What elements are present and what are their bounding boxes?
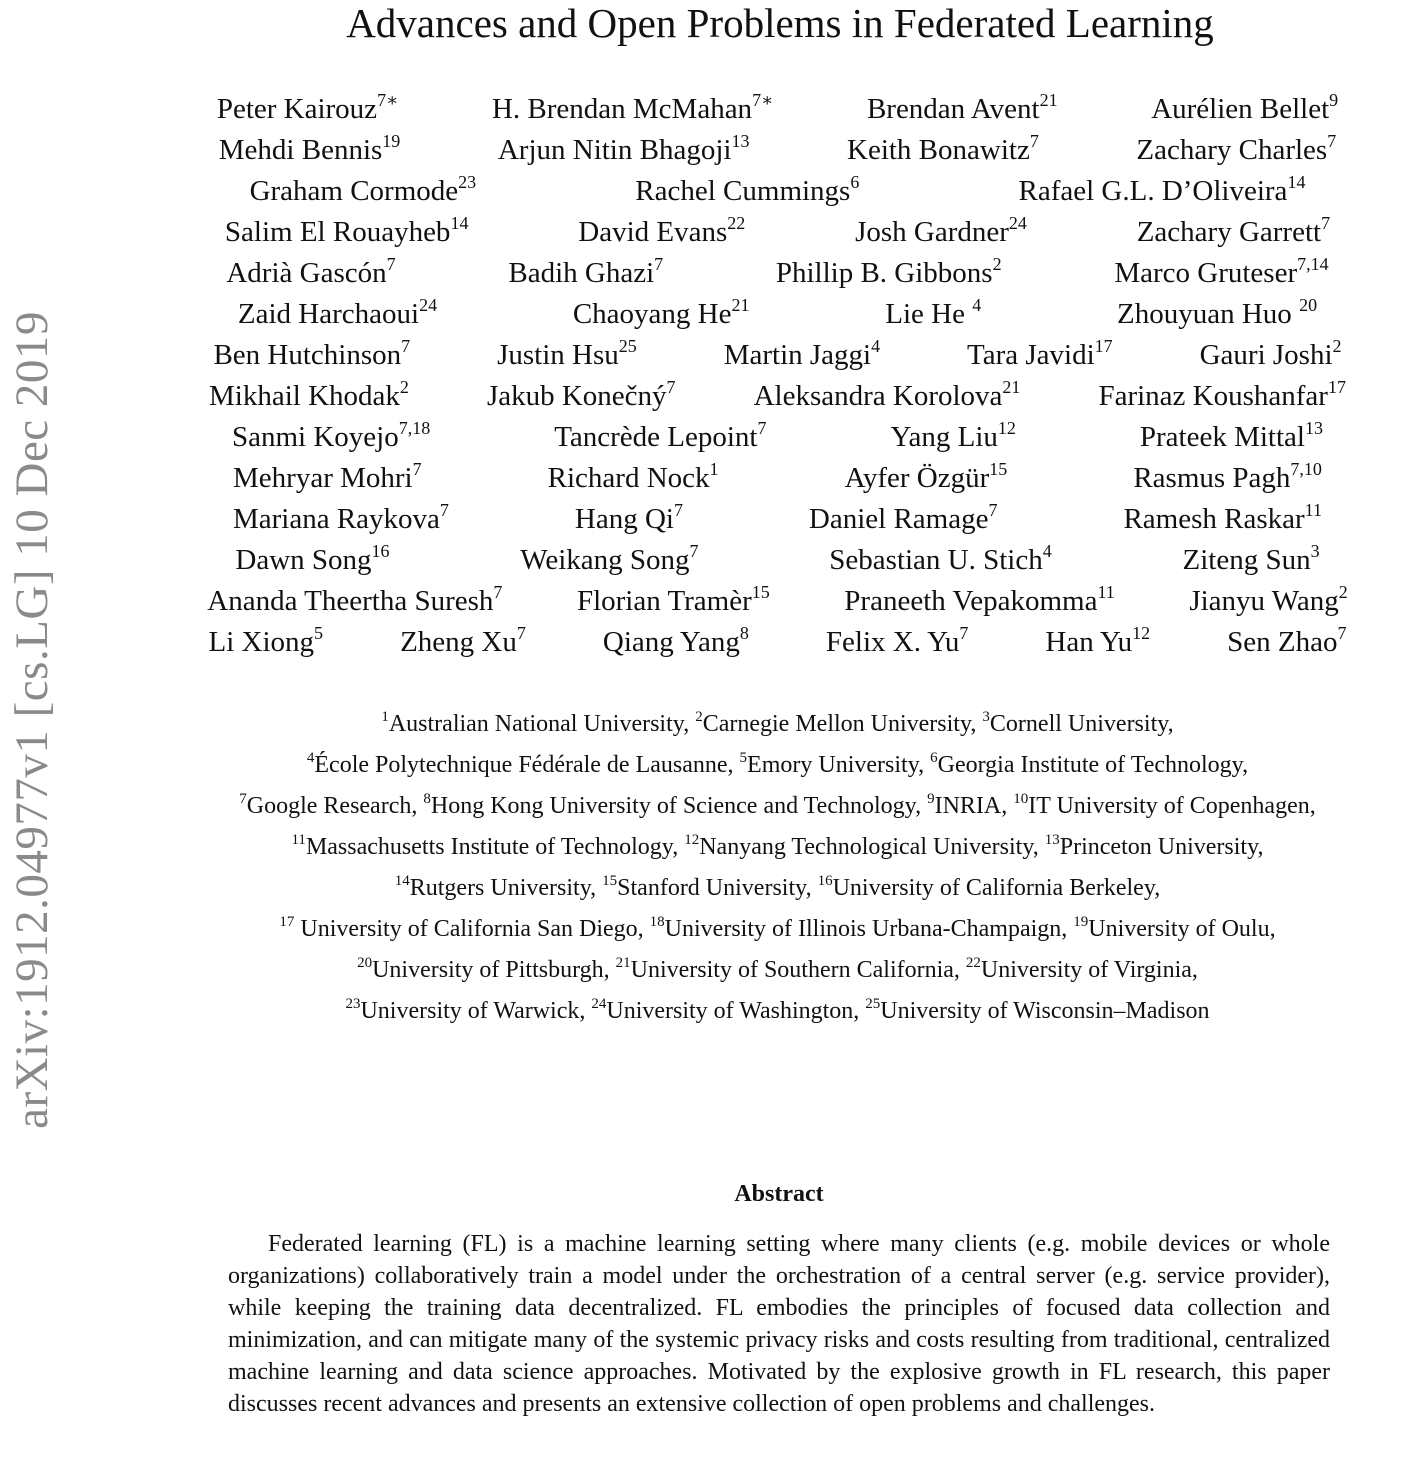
- author-name-text: Dawn Song: [235, 544, 372, 576]
- author-affiliation-mark: 2: [399, 377, 409, 397]
- affiliation-row: [170, 831, 1385, 872]
- author-name: [844, 584, 1115, 618]
- author-name: [554, 420, 766, 454]
- author-row: [170, 543, 1385, 584]
- author-affiliation-mark: 7: [673, 500, 683, 520]
- author-name: [1200, 338, 1342, 372]
- author-name-text: Tancrède Lepoint: [554, 421, 758, 453]
- author-affiliation-mark: 7: [493, 582, 503, 602]
- author-name-text: Sebastian U. Stich: [829, 544, 1043, 576]
- author-name-text: Farinaz Koushanfar: [1098, 380, 1328, 412]
- author-name-text: Mehdi Bennis: [218, 134, 383, 166]
- author-affiliation-mark: 21: [731, 295, 750, 315]
- affiliation-name: Cornell University,: [989, 711, 1174, 737]
- author-affiliation-mark: 1: [709, 459, 719, 479]
- author-affiliation-mark: 16: [371, 541, 390, 561]
- author-affiliation-mark: 13: [731, 131, 750, 151]
- author-row: [170, 584, 1385, 625]
- author-row: [170, 420, 1385, 461]
- affiliation-name: Massachusetts Institute of Technology,: [305, 834, 685, 860]
- author-row: [170, 338, 1385, 379]
- author-name-text: Salim El Rouayheb: [224, 216, 451, 248]
- author-name-text: Li Xiong: [208, 626, 315, 658]
- author-affiliation-mark: 4: [1042, 541, 1052, 561]
- author-affiliation-mark: 7: [516, 623, 526, 643]
- author-name-text: Mikhail Khodak: [209, 380, 400, 412]
- author-name-text: Jianyu Wang: [1189, 585, 1339, 617]
- affiliation-row: [170, 749, 1385, 790]
- author-name-text: Gauri Joshi: [1199, 339, 1333, 371]
- affiliation-name: University of Southern California,: [630, 957, 966, 983]
- affiliation-name: University of Washington,: [606, 998, 866, 1024]
- author-name-text: Ayfer Özgür: [844, 462, 990, 494]
- affiliation-name: Nanyang Technological University,: [699, 834, 1045, 860]
- author-name: [492, 92, 773, 126]
- author-name: [855, 215, 1027, 249]
- affiliation-name: University of Virginia,: [980, 957, 1198, 983]
- affiliation-name: Google Research,: [246, 793, 424, 819]
- author-affiliation-mark: 21: [1039, 90, 1058, 110]
- author-affiliation-mark: 11: [1097, 582, 1115, 602]
- author-name: [1136, 133, 1336, 167]
- author-name-text: Zhouyuan Huo: [1117, 298, 1300, 330]
- author-name-text: Ziteng Sun: [1182, 544, 1311, 576]
- author-name: [1133, 461, 1322, 495]
- affiliation-number: 18: [649, 914, 665, 930]
- author-name: [575, 502, 683, 536]
- author-affiliation-mark: 7: [666, 377, 676, 397]
- author-affiliation-mark: 11: [1304, 500, 1322, 520]
- affiliation-number: 17: [279, 914, 295, 930]
- author-affiliation-mark: 3: [1310, 541, 1320, 561]
- abstract-heading: Abstract: [734, 1181, 824, 1207]
- affiliation-number: 25: [865, 996, 881, 1012]
- author-affiliation-mark: 21: [1002, 377, 1021, 397]
- affiliation-name: École Polytechnique Fédérale de Lausanne,: [314, 752, 740, 778]
- author-row: [170, 461, 1385, 502]
- author-name-text: Praneeth Vepakomma: [844, 585, 1098, 617]
- author-name-text: Rafael G.L. D’Oliveira: [1018, 175, 1288, 207]
- author-affiliation-mark: 14: [1287, 172, 1306, 192]
- author-name: [233, 461, 422, 495]
- affiliation-name: University of California Berkeley,: [832, 875, 1161, 901]
- author-affiliation-mark: 7: [988, 500, 998, 520]
- affiliation-number: 22: [965, 955, 981, 971]
- author-name-text: H. Brendan McMahan: [491, 93, 753, 125]
- author-name: [233, 502, 449, 536]
- author-name: [219, 133, 401, 167]
- author-name-text: Rasmus Pagh: [1133, 462, 1291, 494]
- affiliation-number: 4: [306, 750, 315, 766]
- author-name: [225, 215, 469, 249]
- author-name: [1227, 625, 1346, 659]
- author-name-text: Martin Jaggi: [723, 339, 872, 371]
- author-affiliation-mark: 7: [386, 254, 396, 274]
- affiliation-row: [170, 708, 1385, 749]
- author-affiliation-mark: 2: [1338, 582, 1348, 602]
- author-row: [170, 297, 1385, 338]
- affiliation-row: [170, 954, 1385, 995]
- author-name-text: Graham Cormode: [249, 175, 459, 207]
- affiliation-number: 16: [817, 873, 833, 889]
- author-affiliation-mark: 7,14: [1297, 254, 1329, 274]
- author-name: [809, 502, 998, 536]
- affiliation-name: Australian National University,: [388, 711, 696, 737]
- author-name: [1114, 256, 1328, 290]
- author-affiliation-mark: 24: [1008, 213, 1027, 233]
- author-affiliation-mark: 24: [419, 295, 438, 315]
- author-name: [487, 379, 676, 413]
- author-affiliation-mark: 7: [689, 541, 699, 561]
- author-affiliation-mark: 5: [314, 623, 324, 643]
- author-name: [847, 133, 1039, 167]
- author-name: [400, 625, 526, 659]
- author-name: [1183, 543, 1320, 577]
- author-affiliation-mark: 7: [757, 418, 767, 438]
- author-affiliation-mark: 6: [850, 172, 860, 192]
- author-name-text: Brendan Avent: [866, 93, 1040, 125]
- author-name-text: Mehryar Mohri: [233, 462, 413, 494]
- author-name-text: Aurélien Bellet: [1151, 93, 1330, 125]
- author-name: [209, 379, 409, 413]
- author-name-text: Adrià Gascón: [226, 257, 387, 289]
- author-name-text: Daniel Ramage: [808, 503, 989, 535]
- author-name-text: Han Yu: [1045, 626, 1133, 658]
- author-name: [1189, 584, 1347, 618]
- author-name-text: Justin Hsu: [497, 339, 619, 371]
- author-affiliation-mark: 15: [751, 582, 770, 602]
- affiliation-row: [170, 913, 1385, 954]
- author-name: [250, 174, 477, 208]
- author-affiliation-mark: 14: [450, 213, 469, 233]
- author-affiliation-mark: 7: [654, 254, 664, 274]
- author-affiliation-mark: 12: [1132, 623, 1151, 643]
- author-name-text: Tara Javidi: [967, 339, 1095, 371]
- author-name-text: Sen Zhao: [1227, 626, 1338, 658]
- author-name: [508, 256, 663, 290]
- affiliation-number: 24: [591, 996, 607, 1012]
- author-name-text: Lie He: [885, 298, 973, 330]
- author-name-text: Felix X. Yu: [825, 626, 960, 658]
- author-list: [170, 92, 1385, 666]
- author-affiliation-mark: 7: [412, 459, 422, 479]
- author-name-text: Weikang Song: [520, 544, 690, 576]
- author-affiliation-mark: 7: [1029, 131, 1039, 151]
- affiliation-name: Hong Kong University of Science and Technology,: [430, 793, 928, 819]
- author-name-text: Qiang Yang: [602, 626, 740, 658]
- affiliation-name: IT University of Copenhagen,: [1028, 793, 1316, 819]
- title-block: [0, 0, 1404, 46]
- author-row: [170, 215, 1385, 256]
- affiliation-name: University of California San Diego,: [294, 916, 650, 942]
- author-name-text: Marco Gruteser: [1114, 257, 1298, 289]
- affiliation-number: 13: [1044, 832, 1060, 848]
- author-name-text: Mariana Raykova: [232, 503, 440, 535]
- author-name: [498, 133, 750, 167]
- affiliation-number: 20: [357, 955, 373, 971]
- affiliation-name: Georgia Institute of Technology,: [937, 752, 1249, 778]
- author-affiliation-mark: 25: [618, 336, 637, 356]
- author-name-text: Yang Liu: [890, 421, 998, 453]
- affiliation-number: 7: [239, 791, 247, 807]
- author-affiliation-mark: 7: [439, 500, 449, 520]
- author-name-text: Josh Gardner: [855, 216, 1009, 248]
- author-affiliation-mark: 7,18: [398, 418, 431, 438]
- author-name: [226, 256, 395, 290]
- author-name-text: Jakub Konečný: [486, 380, 667, 412]
- author-name: [603, 625, 749, 659]
- author-name: [235, 543, 389, 577]
- author-affiliation-mark: 12: [997, 418, 1016, 438]
- author-name: [497, 338, 637, 372]
- author-name-text: Phillip B. Gibbons: [775, 257, 993, 289]
- author-name-text: Zheng Xu: [400, 626, 517, 658]
- author-name-text: Chaoyang He: [572, 298, 732, 330]
- author-name: [232, 420, 430, 454]
- author-row: [170, 174, 1385, 215]
- author-affiliation-mark: 7: [401, 336, 411, 356]
- affiliation-name: Stanford University,: [617, 875, 818, 901]
- affiliation-number: 5: [739, 750, 748, 766]
- author-name: [1137, 215, 1330, 249]
- author-name-text: Rachel Cummings: [635, 175, 851, 207]
- author-name: [217, 92, 398, 126]
- affiliation-name: Princeton University,: [1059, 834, 1264, 860]
- author-affiliation-mark: 13: [1304, 418, 1323, 438]
- affiliation-row: [170, 995, 1385, 1036]
- author-name: [845, 461, 1008, 495]
- author-row: [170, 133, 1385, 174]
- author-name-text: Zachary Charles: [1136, 134, 1328, 166]
- author-name-text: Peter Kairouz: [216, 93, 378, 125]
- affiliation-number: 6: [930, 750, 938, 766]
- author-name: [548, 461, 719, 495]
- affiliation-name: University of Pittsburgh,: [372, 957, 616, 983]
- affiliation-number: 8: [423, 791, 431, 807]
- author-name: [1117, 297, 1317, 331]
- author-affiliation-mark: 7∗: [752, 90, 774, 110]
- author-name: [829, 543, 1051, 577]
- author-name: [1018, 174, 1305, 208]
- affiliation-number: 23: [345, 996, 361, 1012]
- author-name: [238, 297, 437, 331]
- author-name: [1140, 420, 1323, 454]
- affiliation-name: Emory University,: [747, 752, 931, 778]
- author-affiliation-mark: 7,10: [1290, 459, 1322, 479]
- author-name: [826, 625, 968, 659]
- author-row: [170, 256, 1385, 297]
- author-name-text: Ananda Theertha Suresh: [207, 585, 494, 617]
- arxiv-identifier-stamp: arXiv:1912.04977v1 [cs.LG] 10 Dec 2019: [6, 311, 58, 1129]
- author-row: [170, 502, 1385, 543]
- affiliation-number: 21: [615, 955, 631, 971]
- author-name: [577, 584, 770, 618]
- author-name-text: Richard Nock: [547, 462, 710, 494]
- author-name: [1045, 625, 1150, 659]
- author-name-text: Florian Tramèr: [576, 585, 752, 617]
- affiliation-number: 10: [1013, 791, 1029, 807]
- author-name: [209, 625, 324, 659]
- author-row: [170, 625, 1385, 666]
- author-affiliation-mark: 15: [989, 459, 1008, 479]
- affiliation-number: 15: [602, 873, 618, 889]
- author-affiliation-mark: 2: [1332, 336, 1342, 356]
- affiliation-number: 1: [381, 709, 389, 725]
- author-name: [1151, 92, 1338, 126]
- author-affiliation-mark: 17: [1094, 336, 1113, 356]
- affiliation-number: 2: [695, 709, 703, 725]
- affiliation-name: University of Warwick,: [360, 998, 592, 1024]
- author-name: [207, 584, 502, 618]
- author-name: [776, 256, 1002, 290]
- author-affiliation-mark: 2: [992, 254, 1002, 274]
- author-name: [213, 338, 410, 372]
- author-name-text: Hang Qi: [574, 503, 674, 535]
- affiliation-number: 12: [684, 832, 700, 848]
- author-name: [1123, 502, 1322, 536]
- affiliation-name: INRIA,: [934, 793, 1014, 819]
- author-affiliation-mark: 19: [382, 131, 401, 151]
- author-name-text: Zachary Garrett: [1136, 216, 1322, 248]
- author-affiliation-mark: 7: [1337, 623, 1347, 643]
- affiliation-row: [170, 872, 1385, 913]
- author-name-text: Keith Bonawitz: [847, 134, 1030, 166]
- affiliation-number: 19: [1073, 914, 1089, 930]
- author-row: [170, 92, 1385, 133]
- affiliation-row: [170, 790, 1385, 831]
- affiliation-name: University of Oulu,: [1088, 916, 1276, 942]
- paper-title: Advances and Open Problems in Federated Learning: [346, 0, 1214, 46]
- author-name: [967, 338, 1113, 372]
- author-row: [170, 379, 1385, 420]
- author-name-text: Ramesh Raskar: [1123, 503, 1305, 535]
- author-name-text: David Evans: [578, 216, 728, 248]
- author-affiliation-mark: 20: [1299, 295, 1318, 315]
- affiliation-list: [170, 708, 1385, 1036]
- author-name-text: Ben Hutchinson: [213, 339, 402, 371]
- affiliation-name: Carnegie Mellon University,: [702, 711, 983, 737]
- author-affiliation-mark: 17: [1327, 377, 1346, 397]
- abstract-text: Federated learning (FL) is a machine learning setting where many clients (e.g. mobile devices or whole organizations) collaboratively train a model under the orchestration of a central server (e.g. service provider), while keeping the training data decentralized. FL embodies the principles of focused data collection and minimization, and can mitigate many of the systemic privacy risks and costs resulting from traditional, centralized machine learning and data science approaches. Motivated by the explosive growth in FL research, this paper discusses recent advances and presents an extensive collection of open problems and challenges.: [228, 1231, 1330, 1417]
- affiliation-number: 3: [982, 709, 990, 725]
- author-name: [1098, 379, 1346, 413]
- author-affiliation-mark: 8: [739, 623, 749, 643]
- author-affiliation-mark: 7: [959, 623, 969, 643]
- author-name-text: Sanmi Koyejo: [231, 421, 399, 453]
- author-affiliation-mark: 4: [871, 336, 881, 356]
- author-name: [520, 543, 698, 577]
- author-affiliation-mark: 23: [458, 172, 477, 192]
- affiliation-number: 11: [291, 832, 306, 848]
- author-name: [724, 338, 880, 372]
- author-name: [867, 92, 1058, 126]
- author-name: [578, 215, 745, 249]
- author-name-text: Badih Ghazi: [508, 257, 655, 289]
- affiliation-name: Rutgers University,: [409, 875, 603, 901]
- author-name-text: Aleksandra Korolova: [753, 380, 1003, 412]
- author-name: [885, 297, 981, 331]
- author-affiliation-mark: 9: [1329, 90, 1339, 110]
- affiliation-number: 9: [927, 791, 935, 807]
- author-name: [635, 174, 859, 208]
- author-affiliation-mark: 22: [727, 213, 746, 233]
- author-affiliation-mark: 7∗: [377, 90, 399, 110]
- author-affiliation-mark: 4: [972, 295, 982, 315]
- author-name-text: Arjun Nitin Bhagoji: [497, 134, 732, 166]
- affiliation-name: University of Illinois Urbana-Champaign,: [664, 916, 1074, 942]
- author-name-text: Prateek Mittal: [1139, 421, 1305, 453]
- affiliation-name: University of Wisconsin–Madison: [880, 998, 1210, 1024]
- author-affiliation-mark: 7: [1321, 213, 1331, 233]
- author-name-text: Zaid Harchaoui: [237, 298, 420, 330]
- affiliation-number: 14: [394, 873, 410, 889]
- author-name: [754, 379, 1021, 413]
- author-affiliation-mark: 7: [1327, 131, 1337, 151]
- author-name: [573, 297, 750, 331]
- author-name: [890, 420, 1015, 454]
